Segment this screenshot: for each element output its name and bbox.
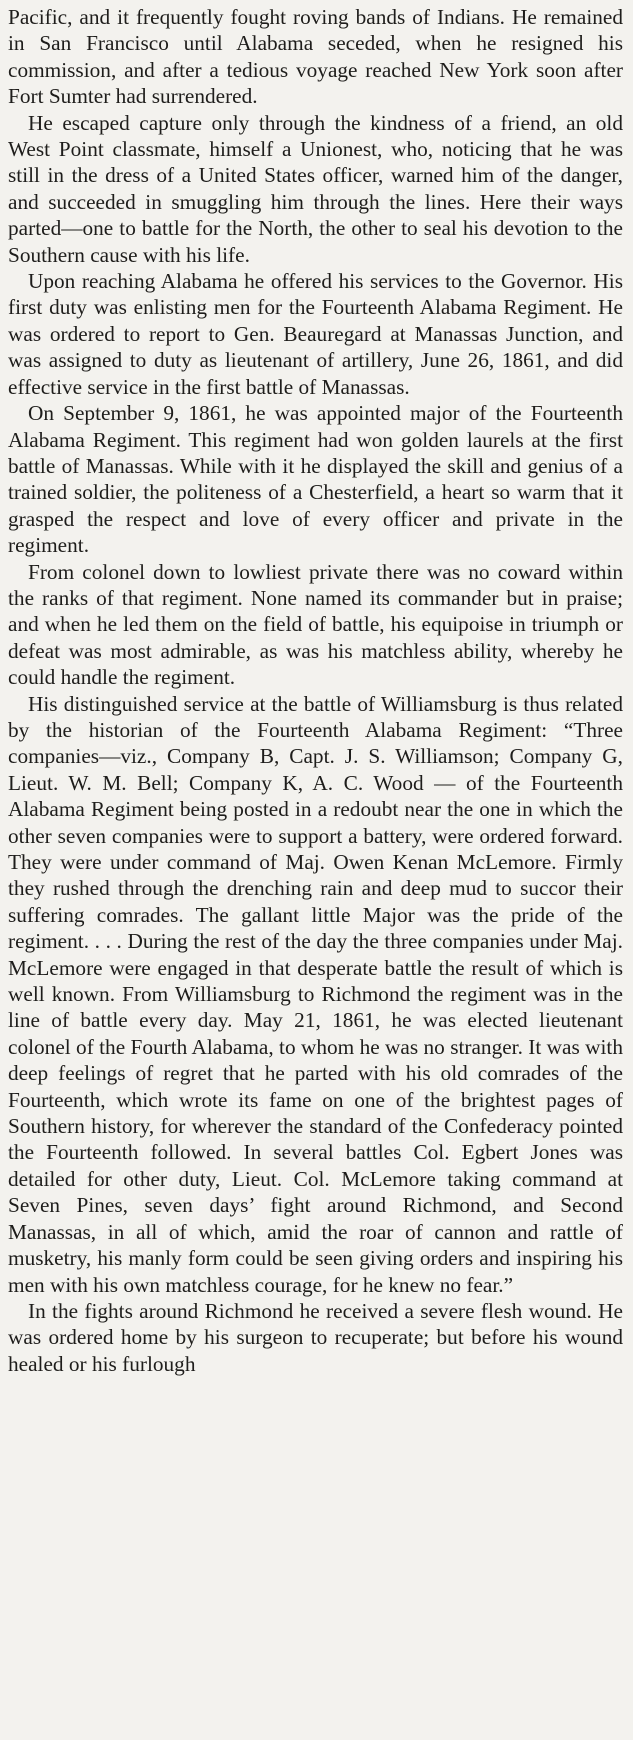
paragraph-2: He escaped capture only through the kindness of a friend, an old West Point classmate, himself a Unionest, who, noticing that he was still in the dress of a United States officer, warned him of the danger, and succeeded in smuggling him through the lines. Here their ways parted—one to battle for the North, the other to seal his devotion to the Southern cause with his life. (8, 110, 623, 267)
paragraph-7: In the fights around Richmond he received a severe flesh wound. He was ordered home by his surgeon to recuperate; but before his wound healed or his furlough (8, 1298, 623, 1376)
paragraph-1: Pacific, and it frequently fought roving bands of Indians. He remained in San Francisco until Alabama seceded, when he resigned his commission, and after a tedious voyage reached New York soon after Fort Sumter had surrendered. (8, 5, 623, 109)
paragraph-5: From colonel down to lowliest private there was no coward within the ranks of that regiment. None named its commander but in praise; and when he led them on the field of battle, his equipoise in triumph or defeat was most admirable, as was his matchless ability, whereby he could handle the regiment. (8, 559, 623, 690)
paragraph-4: On September 9, 1861, he was appointed major of the Fourteenth Alabama Regiment. This regiment had won golden laurels at the first battle of Manassas. While with it he displayed the skill and genius of a trained soldier, the politeness of a Chesterfield, a heart so warm that it grasped the respect and love of every officer and private in the regiment. (8, 401, 623, 558)
paragraph-3: Upon reaching Alabama he offered his services to the Governor. His first duty was enlisting men for the Fourteenth Alabama Regiment. He was ordered to report to Gen. Beauregard at Manassas Junction, and was assigned to duty as lieutenant of artillery, June 26, 1861, and did effective service in the first battle of Manassas. (8, 269, 623, 399)
paragraph-6: His distinguished service at the battle of Williamsburg is thus related by the historian of the Fourteenth Alabama Regiment: “Three companies—viz., Company B, Capt. J. S. Williamson; Company G, Lieut. W. M. Bell; Company K, A. C. Wood — of the Fourteenth Alabama Regiment being posted in a redoubt near the one in which the other seven companies were to support a battery, were ordered forward. They were under command of Maj. Owen Kenan McLemore. Firmly they rushed through the drenching rain and deep mud to succor their suffering comrades. The gallant little Major was the pride of the regiment. . . . During the rest of the day the three companies under Maj. McLemore were engaged in that desperate battle the result of which is well known. From Williamsburg to Richmond the regiment was in the line of battle every day. May 21, 1861, he was elected lieutenant colonel of the Fourth Alabama, to whom he was no stranger. It was with deep feelings of regret that he parted with his old comrades of the Fourteenth, which wrote its fame on one of the brightest pages of Southern history, for wherever the standard of the Confederacy pointed the Fourteenth followed. In several battles Col. Egbert Jones was detailed for other duty, Lieut. Col. McLemore taking command at Seven Pines, seven days’ fight around Richmond, and Second Manassas, in all of which, amid the roar of cannon and rattle of musketry, his manly form could be seen giving orders and inspiring his men with his own matchless courage, for he knew no fear.” (8, 691, 623, 1297)
